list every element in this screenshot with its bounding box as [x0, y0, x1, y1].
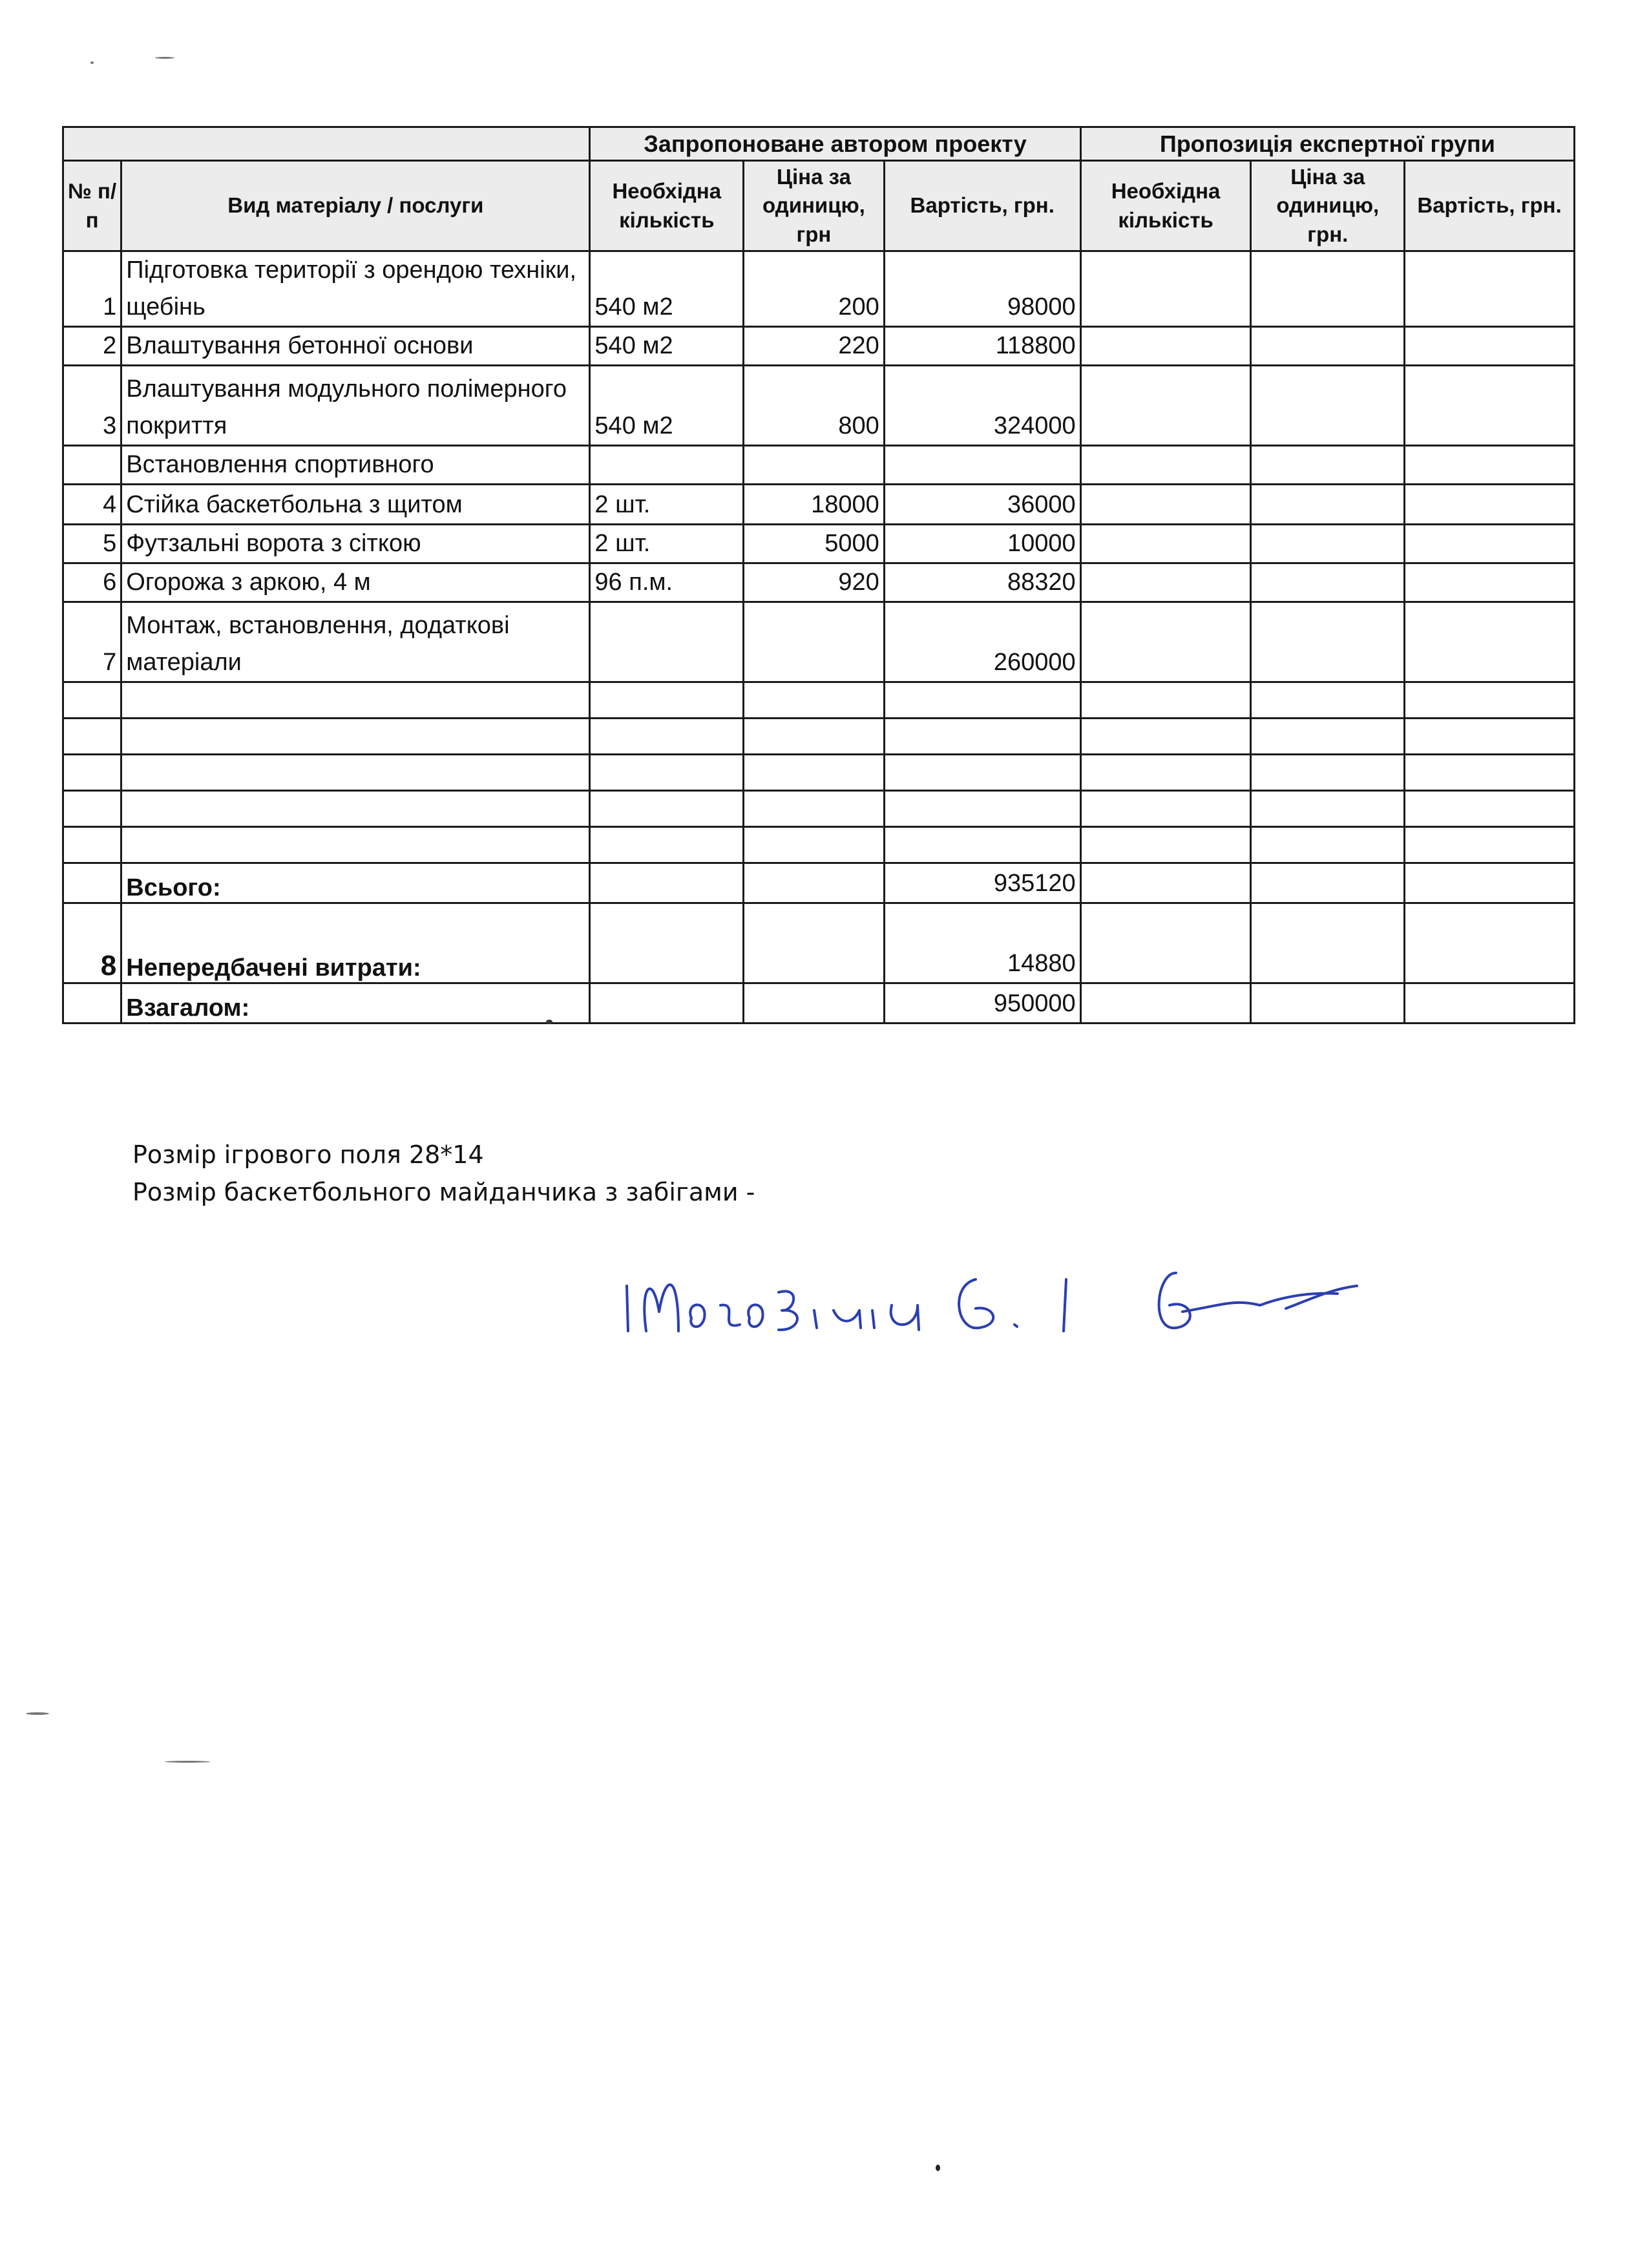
- row-index: 7: [63, 602, 121, 682]
- row-quantity: 96 п.м.: [590, 563, 744, 602]
- empty-row: [63, 827, 1575, 863]
- col-header-material: Вид матеріалу / послуги: [121, 161, 590, 251]
- row-cost: 10000: [884, 525, 1080, 563]
- row-expert-cost: [1405, 485, 1575, 525]
- row-cost: 88320: [884, 563, 1080, 602]
- row-price: 220: [744, 327, 885, 366]
- row-index: 6: [63, 563, 121, 602]
- row-price: 5000: [744, 525, 885, 563]
- contingency-value: 14880: [884, 903, 1080, 983]
- row-expert-price: [1251, 366, 1405, 446]
- row-material: Влаштування бетонної основи: [121, 327, 590, 366]
- row-material: Футзальні ворота з сіткою: [121, 525, 590, 563]
- row-expert-cost: [1405, 602, 1575, 682]
- row-expert-cost: [1405, 563, 1575, 602]
- row-material: Стійка баскетбольна з щитом: [121, 485, 590, 525]
- scan-speck: [546, 1020, 552, 1024]
- row-expert-cost: [1405, 327, 1575, 366]
- row-material: Встановлення спортивного: [121, 446, 590, 485]
- contingency-label: Непередбачені витрати:: [121, 903, 590, 983]
- row-expert-quantity: [1080, 327, 1251, 366]
- row-expert-price: [1251, 563, 1405, 602]
- row-expert-cost: [1405, 446, 1575, 485]
- row-expert-quantity: [1080, 251, 1251, 327]
- table-row: [63, 446, 1575, 485]
- row-cost: 118800: [884, 327, 1080, 366]
- row-expert-price: [1251, 485, 1405, 525]
- grand-total-row: [63, 983, 1575, 1024]
- row-cost: 260000: [884, 602, 1080, 682]
- row-material: Монтаж, встановлення, додаткові матеріали: [121, 602, 590, 682]
- row-price: 200: [744, 251, 885, 327]
- row-index: [63, 446, 121, 485]
- row-quantity: 540 м2: [590, 327, 744, 366]
- group-header-expert: Пропозиція експертної групи: [1080, 127, 1574, 161]
- column-header-row: [63, 161, 1575, 251]
- col-header-expert-unit-price: Ціна за одиницю, грн.: [1251, 161, 1405, 251]
- table-row: [63, 327, 1575, 366]
- group-header-row: [63, 127, 1575, 161]
- row-price: 18000: [744, 485, 885, 525]
- col-header-author-quantity: Необхідна кількість: [590, 161, 744, 251]
- row-index: 5: [63, 525, 121, 563]
- row-index: 4: [63, 485, 121, 525]
- row-expert-price: [1251, 327, 1405, 366]
- subtotal-label: Всього:: [121, 863, 590, 903]
- row-material: Підготовка території з орендою техніки, щебінь: [121, 251, 590, 327]
- row-expert-cost: [1405, 366, 1575, 446]
- contingency-index: 8: [63, 903, 121, 983]
- col-header-index: № п/п: [63, 161, 121, 251]
- table-row: [63, 485, 1575, 525]
- scan-speck: [90, 61, 94, 64]
- row-expert-quantity: [1080, 366, 1251, 446]
- row-price: [744, 602, 885, 682]
- scan-speck: [155, 57, 174, 59]
- table-row: [63, 602, 1575, 682]
- row-quantity: 540 м2: [590, 366, 744, 446]
- row-expert-quantity: [1080, 446, 1251, 485]
- row-expert-quantity: [1080, 485, 1251, 525]
- empty-row: [63, 719, 1575, 755]
- row-quantity: 2 шт.: [590, 485, 744, 525]
- handwritten-signature: [614, 1234, 1409, 1363]
- empty-row: [63, 682, 1575, 719]
- field-size-note: Розмір ігрового поля 28*14: [132, 1140, 484, 1169]
- row-expert-quantity: [1080, 602, 1251, 682]
- row-price: [744, 446, 885, 485]
- row-cost: 98000: [884, 251, 1080, 327]
- court-size-note: Розмір баскетбольного майданчика з забігами -: [132, 1178, 755, 1206]
- row-index: 3: [63, 366, 121, 446]
- col-header-author-unit-price: Ціна за одиницю, грн: [744, 161, 885, 251]
- row-cost: 36000: [884, 485, 1080, 525]
- grand-total-label: Взагалом:: [121, 983, 590, 1024]
- row-expert-price: [1251, 251, 1405, 327]
- row-expert-price: [1251, 525, 1405, 563]
- group-header-blank: [63, 127, 590, 161]
- empty-row: [63, 791, 1575, 827]
- table-row: [63, 525, 1575, 563]
- row-price: 800: [744, 366, 885, 446]
- row-cost: [884, 446, 1080, 485]
- contingency-row: [63, 903, 1575, 983]
- row-expert-cost: [1405, 525, 1575, 563]
- row-index: 2: [63, 327, 121, 366]
- table-row: [63, 251, 1575, 327]
- row-expert-quantity: [1080, 525, 1251, 563]
- row-expert-quantity: [1080, 563, 1251, 602]
- notes: [132, 1136, 755, 1211]
- budget-table: [62, 126, 1575, 1024]
- row-quantity: [590, 602, 744, 682]
- subtotal-value: 935120: [884, 863, 1080, 903]
- row-index: 1: [63, 251, 121, 327]
- row-material: Влаштування модульного полімерного покриття: [121, 366, 590, 446]
- scan-speck: [26, 1712, 49, 1715]
- empty-row: [63, 755, 1575, 791]
- row-material: Огорожа з аркою, 4 м: [121, 563, 590, 602]
- grand-total-value: 950000: [884, 983, 1080, 1024]
- group-header-author: Запропоноване автором проекту: [590, 127, 1080, 161]
- col-header-expert-cost: Вартість, грн.: [1405, 161, 1575, 251]
- row-expert-price: [1251, 602, 1405, 682]
- scan-speck: [165, 1761, 210, 1763]
- row-expert-cost: [1405, 251, 1575, 327]
- col-header-author-cost: Вартість, грн.: [884, 161, 1080, 251]
- subtotal-row: [63, 863, 1575, 903]
- row-quantity: 540 м2: [590, 251, 744, 327]
- scan-speck: [936, 2165, 940, 2171]
- row-cost: 324000: [884, 366, 1080, 446]
- col-header-expert-quantity: Необхідна кількість: [1080, 161, 1251, 251]
- row-quantity: 2 шт.: [590, 525, 744, 563]
- row-price: 920: [744, 563, 885, 602]
- table-row: [63, 563, 1575, 602]
- row-expert-price: [1251, 446, 1405, 485]
- row-quantity: [590, 446, 744, 485]
- table-row: [63, 366, 1575, 446]
